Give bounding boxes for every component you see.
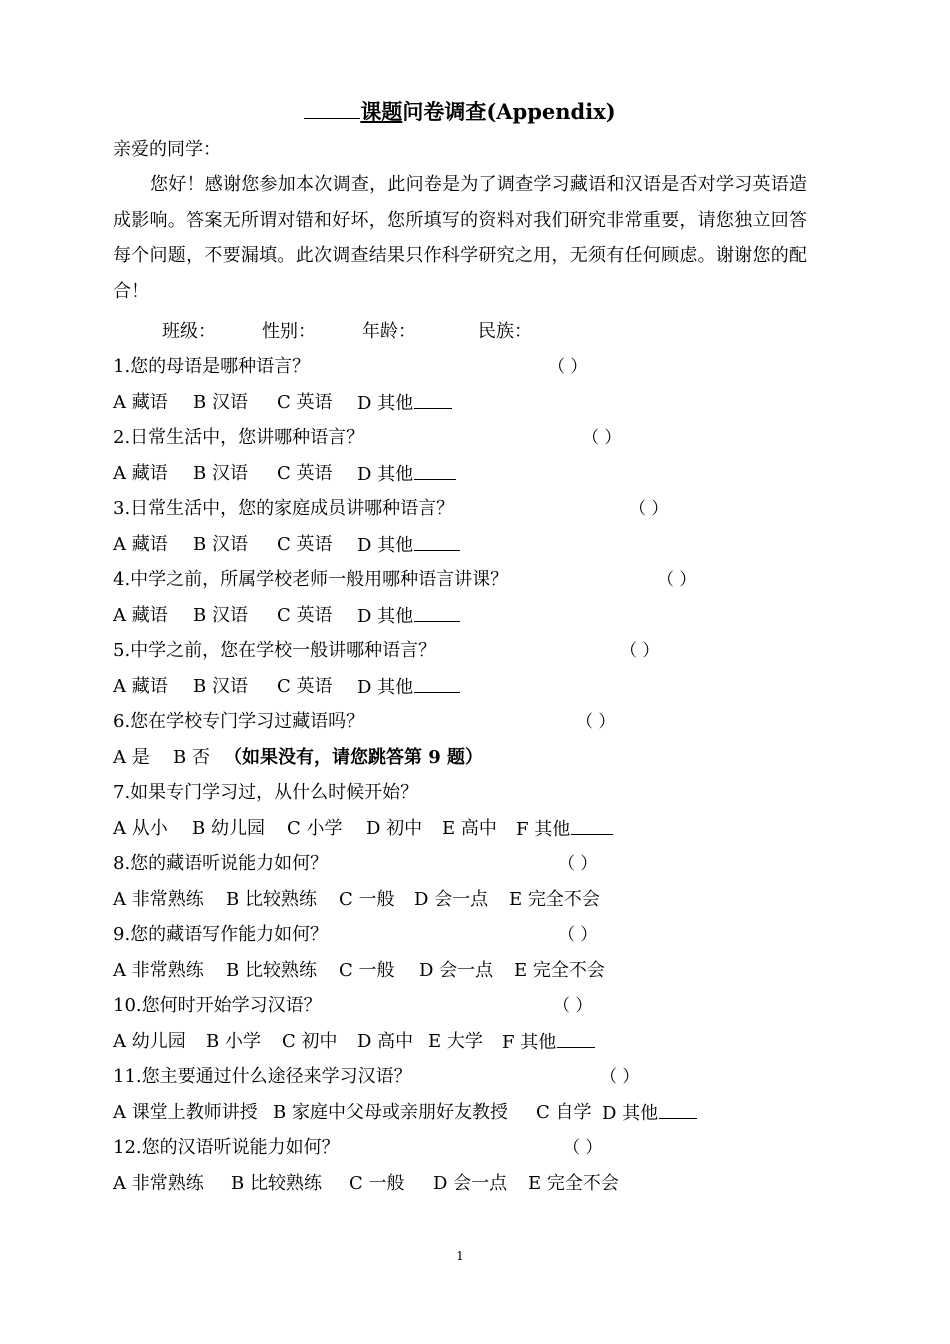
q7-option-b: B 幼儿园	[192, 818, 265, 839]
q2-option-b: B 汉语	[193, 463, 248, 484]
q12-option-a: A 非常熟练	[113, 1173, 204, 1194]
q7-option-d: D 初中	[366, 818, 423, 839]
q6-option-b: B 否	[173, 747, 210, 768]
question-10: 10.您何时开始学习汉语？	[113, 995, 322, 1016]
q3-option-b: B 汉语	[193, 534, 248, 555]
answer-paren-1: （ ）	[548, 357, 588, 377]
answer-paren-11: （ ）	[600, 1067, 640, 1087]
q9-option-e: E 完全不会	[514, 960, 605, 981]
answer-paren-3: （ ）	[629, 499, 669, 519]
answer-paren-10: （ ）	[553, 996, 593, 1016]
q10-option-d: D 高中	[357, 1031, 414, 1052]
question-11: 11.您主要通过什么途径来学习汉语？	[113, 1066, 412, 1087]
q11-option-c: C 自学	[536, 1102, 592, 1123]
question-1: 1.您的母语是哪种语言？	[113, 356, 311, 377]
fill-blank[interactable]	[557, 1030, 595, 1048]
q10-option-e: E 大学	[428, 1031, 483, 1052]
answer-paren-6: （ ）	[576, 712, 616, 732]
title-rest: 问卷调查(Appendix)	[402, 99, 616, 124]
q8-option-b: B 比较熟练	[226, 889, 317, 910]
answer-paren-12: （ ）	[563, 1138, 603, 1158]
q4-option-b: B 汉语	[193, 605, 248, 626]
document-title	[0, 99, 920, 125]
greeting: 亲爱的同学：	[113, 139, 221, 160]
q8-option-c: C 一般	[339, 889, 395, 910]
q9-option-c: C 一般	[339, 960, 395, 981]
q7-option-e: E 高中	[442, 818, 497, 839]
question-3: 3.日常生活中，您的家庭成员讲哪种语言？	[113, 498, 455, 519]
question-5: 5.中学之前，您在学校一般讲哪种语言？	[113, 640, 437, 661]
q8-option-d: D 会一点	[414, 889, 489, 910]
question-7: 7.如果专门学习过，从什么时候开始？	[113, 782, 419, 803]
q10-option-c: C 初中	[282, 1031, 338, 1052]
q1-option-a: A 藏语	[113, 392, 168, 413]
answer-paren-2: （ ）	[582, 428, 622, 448]
q7-option-c: C 小学	[287, 818, 343, 839]
q7-option-a: A 从小	[113, 818, 168, 839]
answer-paren-8: （ ）	[558, 854, 598, 874]
q5-option-a: A 藏语	[113, 676, 168, 697]
q4-option-c: C 英语	[277, 605, 333, 626]
q10-option-b: B 小学	[206, 1031, 261, 1052]
q5-option-b: B 汉语	[193, 676, 248, 697]
question-6: 6.您在学校专门学习过藏语吗？	[113, 711, 365, 732]
question-8: 8.您的藏语听说能力如何？	[113, 853, 329, 874]
q10-option-a: A 幼儿园	[113, 1031, 186, 1052]
field-class: 班级：	[162, 321, 216, 342]
q2-option-a: A 藏语	[113, 463, 168, 484]
q11-option-d: D 其他	[602, 1101, 697, 1126]
q9-option-d: D 会一点	[419, 960, 494, 981]
fill-blank[interactable]	[414, 391, 452, 409]
question-4: 4.中学之前，所属学校老师一般用哪种语言讲课？	[113, 569, 509, 590]
q5-option-d: D 其他	[357, 675, 460, 700]
q3-option-a: A 藏语	[113, 534, 168, 555]
answer-paren-4: （ ）	[657, 570, 697, 590]
answer-paren-5: （ ）	[620, 641, 660, 661]
q5-option-c: C 英语	[277, 676, 333, 697]
q12-option-e: E 完全不会	[528, 1173, 619, 1194]
question-12: 12.您的汉语听说能力如何？	[113, 1137, 340, 1158]
q3-option-d: D 其他	[357, 533, 460, 558]
q12-option-c: C 一般	[349, 1173, 405, 1194]
fill-blank[interactable]	[414, 533, 460, 551]
fill-blank[interactable]	[414, 462, 456, 480]
q4-option-d: D 其他	[357, 604, 460, 629]
q6-option-a: A 是	[113, 747, 150, 768]
fill-blank[interactable]	[571, 817, 613, 835]
q8-option-a: A 非常熟练	[113, 889, 204, 910]
q1-option-b: B 汉语	[193, 392, 248, 413]
q4-option-a: A 藏语	[113, 605, 168, 626]
q12-option-b: B 比较熟练	[231, 1173, 322, 1194]
q9-option-a: A 非常熟练	[113, 960, 204, 981]
field-ethnicity: 民族：	[478, 321, 532, 342]
q10-option-f: F 其他	[502, 1030, 595, 1055]
fill-blank[interactable]	[414, 675, 460, 693]
q3-option-c: C 英语	[277, 534, 333, 555]
q1-option-c: C 英语	[277, 392, 333, 413]
question-9: 9.您的藏语写作能力如何？	[113, 924, 329, 945]
q7-option-f: F 其他	[516, 817, 613, 842]
answer-paren-9: （ ）	[558, 925, 598, 945]
q8-option-e: E 完全不会	[509, 889, 600, 910]
q11-option-b: B 家庭中父母或亲朋好友教授	[273, 1102, 508, 1123]
title-underlined-part: 课题	[360, 99, 403, 124]
fill-blank[interactable]	[414, 604, 460, 622]
q11-option-a: A 课堂上教师讲授	[113, 1102, 258, 1123]
question-2: 2.日常生活中，您讲哪种语言？	[113, 427, 365, 448]
q6-skip-note: （如果没有，请您跳答第 9 题）	[224, 747, 484, 768]
fill-blank[interactable]	[659, 1101, 697, 1119]
q12-option-d: D 会一点	[433, 1173, 508, 1194]
q9-option-b: B 比较熟练	[226, 960, 317, 981]
q1-option-d: D 其他	[357, 391, 452, 416]
title-blank-line	[304, 100, 360, 119]
q2-option-c: C 英语	[277, 463, 333, 484]
q2-option-d: D 其他	[357, 462, 456, 487]
field-age: 年龄：	[362, 321, 416, 342]
intro-paragraph: 您好！感谢您参加本次调查，此问卷是为了调查学习藏语和汉语是否对学习英语造成影响。答案无所谓对错和好坏，您所填写的资料对我们研究非常重要，请您独立回答每个问题，不要漏填。此次调查结果只作科学研究之用，无须有任何顾虑。谢谢您的配合！	[113, 174, 807, 302]
page-number: 1	[456, 1249, 464, 1263]
field-gender: 性别：	[262, 321, 316, 342]
